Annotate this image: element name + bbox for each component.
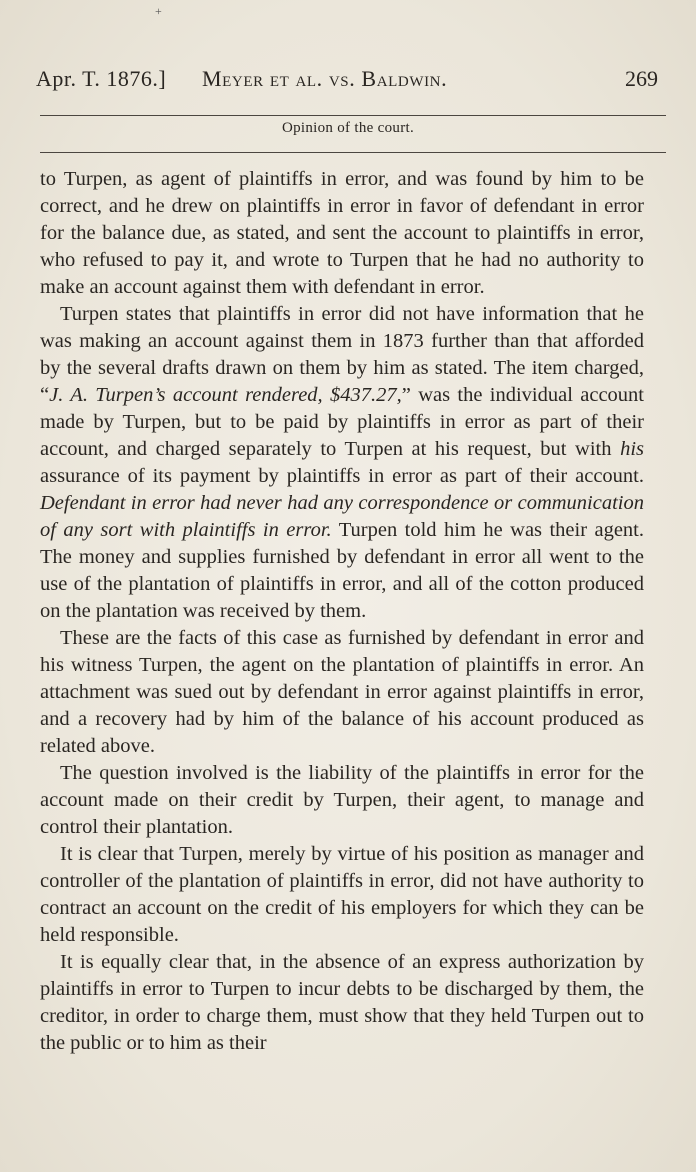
italic-emphasis: Defendant in error had never had any correspondence or communication of any sort with plaintiffs in error.	[40, 492, 644, 541]
italic-quote: J. A. Turpen’s account rendered, $437.27,	[49, 384, 402, 406]
paragraph	[40, 301, 644, 625]
case-title: Meyer et al. vs. Baldwin.	[202, 66, 448, 91]
paragraph-text: ” was the individual account made by Turpen, but to be paid by plaintiffs in error as part of their account, and charged separately to Turpen at his request, but with	[40, 384, 644, 460]
page-number: 269	[625, 66, 658, 91]
paragraph-text: to Turpen, as agent of plaintiffs in error, and was found by him to be correct, and he drew on plaintiffs in error in favor of defendant in error for the balance due, as stated, and sent the account to plaintiffs in error, who refused to pay it, and wrote to Turpen that he had no authority to make an account against them with defendant in error.	[40, 168, 644, 298]
paragraph-text: These are the facts of this case as furnished by defendant in error and his witness Turpen, the agent on the plantation of plaintiffs in error. An attachment was sued out by defendant in error against plaintiffs in error, and a recovery had by him of the balance of his account produced as related above.	[40, 627, 644, 757]
paragraph-text: assurance of its payment by plaintiffs in error as part of their account.	[40, 465, 644, 487]
italic-emphasis: his	[620, 438, 644, 460]
paragraph-text: The question involved is the liability of the plaintiffs in error for the account made on their credit by Turpen, their agent, to manage and control their plantation.	[40, 762, 644, 838]
paragraph	[40, 841, 644, 949]
paragraph	[40, 625, 644, 760]
paragraph	[40, 949, 644, 1057]
section-subheader: Opinion of the court.	[281, 120, 415, 136]
paragraph-text: It is equally clear that, in the absence of an express authorization by plaintiffs in error to Turpen to incur debts to be discharged by them, the creditor, in order to charge them, must show that they held Turpen out to the public or to him as their	[40, 951, 644, 1054]
running-header	[36, 66, 666, 96]
paragraph-text: Turpen states that plaintiffs in error did not have information that he was making an account against them in 1873 further than that afforded by the several drafts drawn on them by him as stated. The item charged, “	[40, 303, 644, 406]
paragraph	[40, 166, 644, 301]
opinion-text	[40, 166, 644, 1057]
page-mark: +	[155, 4, 162, 18]
paragraph-text: It is clear that Turpen, merely by virtue of his position as manager and controller of the plantation of plaintiffs in error, did not have authority to contract an account on the credit of his employers for which they can be held responsible.	[40, 843, 644, 946]
header-rule-top	[40, 115, 666, 116]
header-rule-bottom	[40, 152, 666, 153]
term-label: Apr. T. 1876.]	[36, 66, 167, 91]
paragraph-text: Turpen told him he was their agent. The money and supplies furnished by defendant in error all went to the use of the plantation of plaintiffs in error, and all of the cotton produced on the plantation was received by them.	[40, 519, 644, 622]
paragraph	[40, 760, 644, 841]
